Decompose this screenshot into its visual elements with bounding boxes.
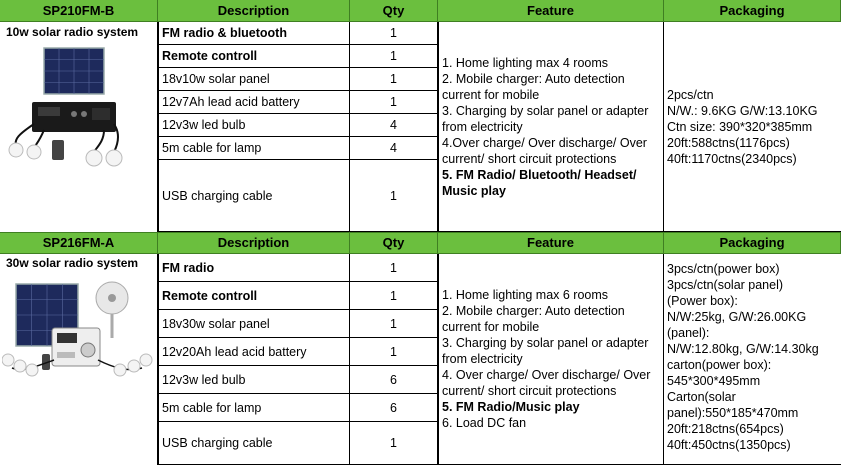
header-model: SP210FM-B: [0, 0, 158, 22]
description-cell: USB charging cable: [158, 160, 350, 232]
feature-item: 6. Load DC fan: [442, 416, 527, 430]
qty-cell: 1: [350, 22, 438, 45]
description-cell: Remote controll: [158, 45, 350, 68]
description-cell: 5m cable for lamp: [158, 394, 350, 422]
description-cell: FM radio & bluetooth: [158, 22, 350, 45]
product-image-sp210fm-b: [4, 44, 152, 174]
description-cell: FM radio: [158, 254, 350, 282]
qty-cell: 6: [350, 366, 438, 394]
header-packaging: Packaging: [664, 0, 841, 22]
description-cell: 5m cable for lamp: [158, 137, 350, 160]
description-cell: 12v3w led bulb: [158, 366, 350, 394]
feature-list: [439, 287, 663, 431]
header-feature: Feature: [438, 232, 664, 254]
packaging-cell: [664, 254, 841, 465]
feature-item: 4.Over charge/ Over discharge/ Over current/ short circuit protections: [442, 135, 647, 166]
feature-item: 2. Mobile charger: Auto detection current for mobile: [442, 304, 625, 334]
header-qty: Qty: [350, 232, 438, 254]
packaging-text: 2pcs/ctn N/W.: 9.6KG G/W:13.10KG Ctn size: 390*320*385mm 20ft:588ctns(1176pcs) 40ft:1170ctns(2340pcs): [667, 87, 818, 166]
header-description: Description: [158, 0, 350, 22]
description-cell: 18v10w solar panel: [158, 68, 350, 91]
header-feature: Feature: [438, 0, 664, 22]
qty-cell: 4: [350, 114, 438, 137]
qty-cell: 1: [350, 254, 438, 282]
qty-cell: 1: [350, 160, 438, 232]
feature-item: 5. FM Radio/Music play: [442, 400, 580, 414]
qty-cell: 1: [350, 282, 438, 310]
packaging-text: 3pcs/ctn(power box) 3pcs/ctn(solar panel) (Power box): N/W:25kg, G/W:26.00KG (panel): N/W:12.80kg, G/W:14.30kg carton(power box): 545*300*495mm Carton(solar panel):550*185*470mm 20ft:218ctns(654pcs) 40ft:450ctns(1350pcs): [667, 262, 819, 452]
feature-item: 3. Charging by solar panel or adapter from electricity: [442, 336, 649, 366]
header-qty: Qty: [350, 0, 438, 22]
qty-cell: 1: [350, 45, 438, 68]
qty-cell: 1: [350, 422, 438, 465]
description-cell: 12v20Ah lead acid battery: [158, 338, 350, 366]
qty-cell: 1: [350, 310, 438, 338]
packaging-cell: [664, 22, 841, 232]
feature-cell: [438, 22, 664, 232]
feature-item: 5. FM Radio/ Bluetooth/ Headset/ Music play: [442, 167, 637, 198]
description-cell: 12v3w led bulb: [158, 114, 350, 137]
feature-item: 1. Home lighting max 6 rooms: [442, 288, 609, 302]
qty-cell: 6: [350, 394, 438, 422]
product-title: 30w solar radio system: [6, 256, 139, 270]
feature-item: 1. Home lighting max 4 rooms: [442, 55, 609, 70]
qty-cell: 4: [350, 137, 438, 160]
qty-cell: 1: [350, 68, 438, 91]
description-cell: 12v7Ah lead acid battery: [158, 91, 350, 114]
header-model: SP216FM-A: [0, 232, 158, 254]
feature-item: 4. Over charge/ Over discharge/ Over current/ short circuit protections: [442, 368, 651, 398]
product-image-sp216fm-a: [2, 276, 154, 386]
feature-list: [439, 55, 663, 199]
header-packaging: Packaging: [664, 232, 841, 254]
description-cell: USB charging cable: [158, 422, 350, 465]
product-title: 10w solar radio system: [6, 25, 139, 39]
description-cell: 18v30w solar panel: [158, 310, 350, 338]
feature-item: 2. Mobile charger: Auto detection current for mobile: [442, 71, 625, 102]
qty-cell: 1: [350, 91, 438, 114]
feature-item: 3. Charging by solar panel or adapter from electricity: [442, 103, 649, 134]
feature-cell: [438, 254, 664, 465]
header-description: Description: [158, 232, 350, 254]
description-cell: Remote controll: [158, 282, 350, 310]
qty-cell: 1: [350, 338, 438, 366]
